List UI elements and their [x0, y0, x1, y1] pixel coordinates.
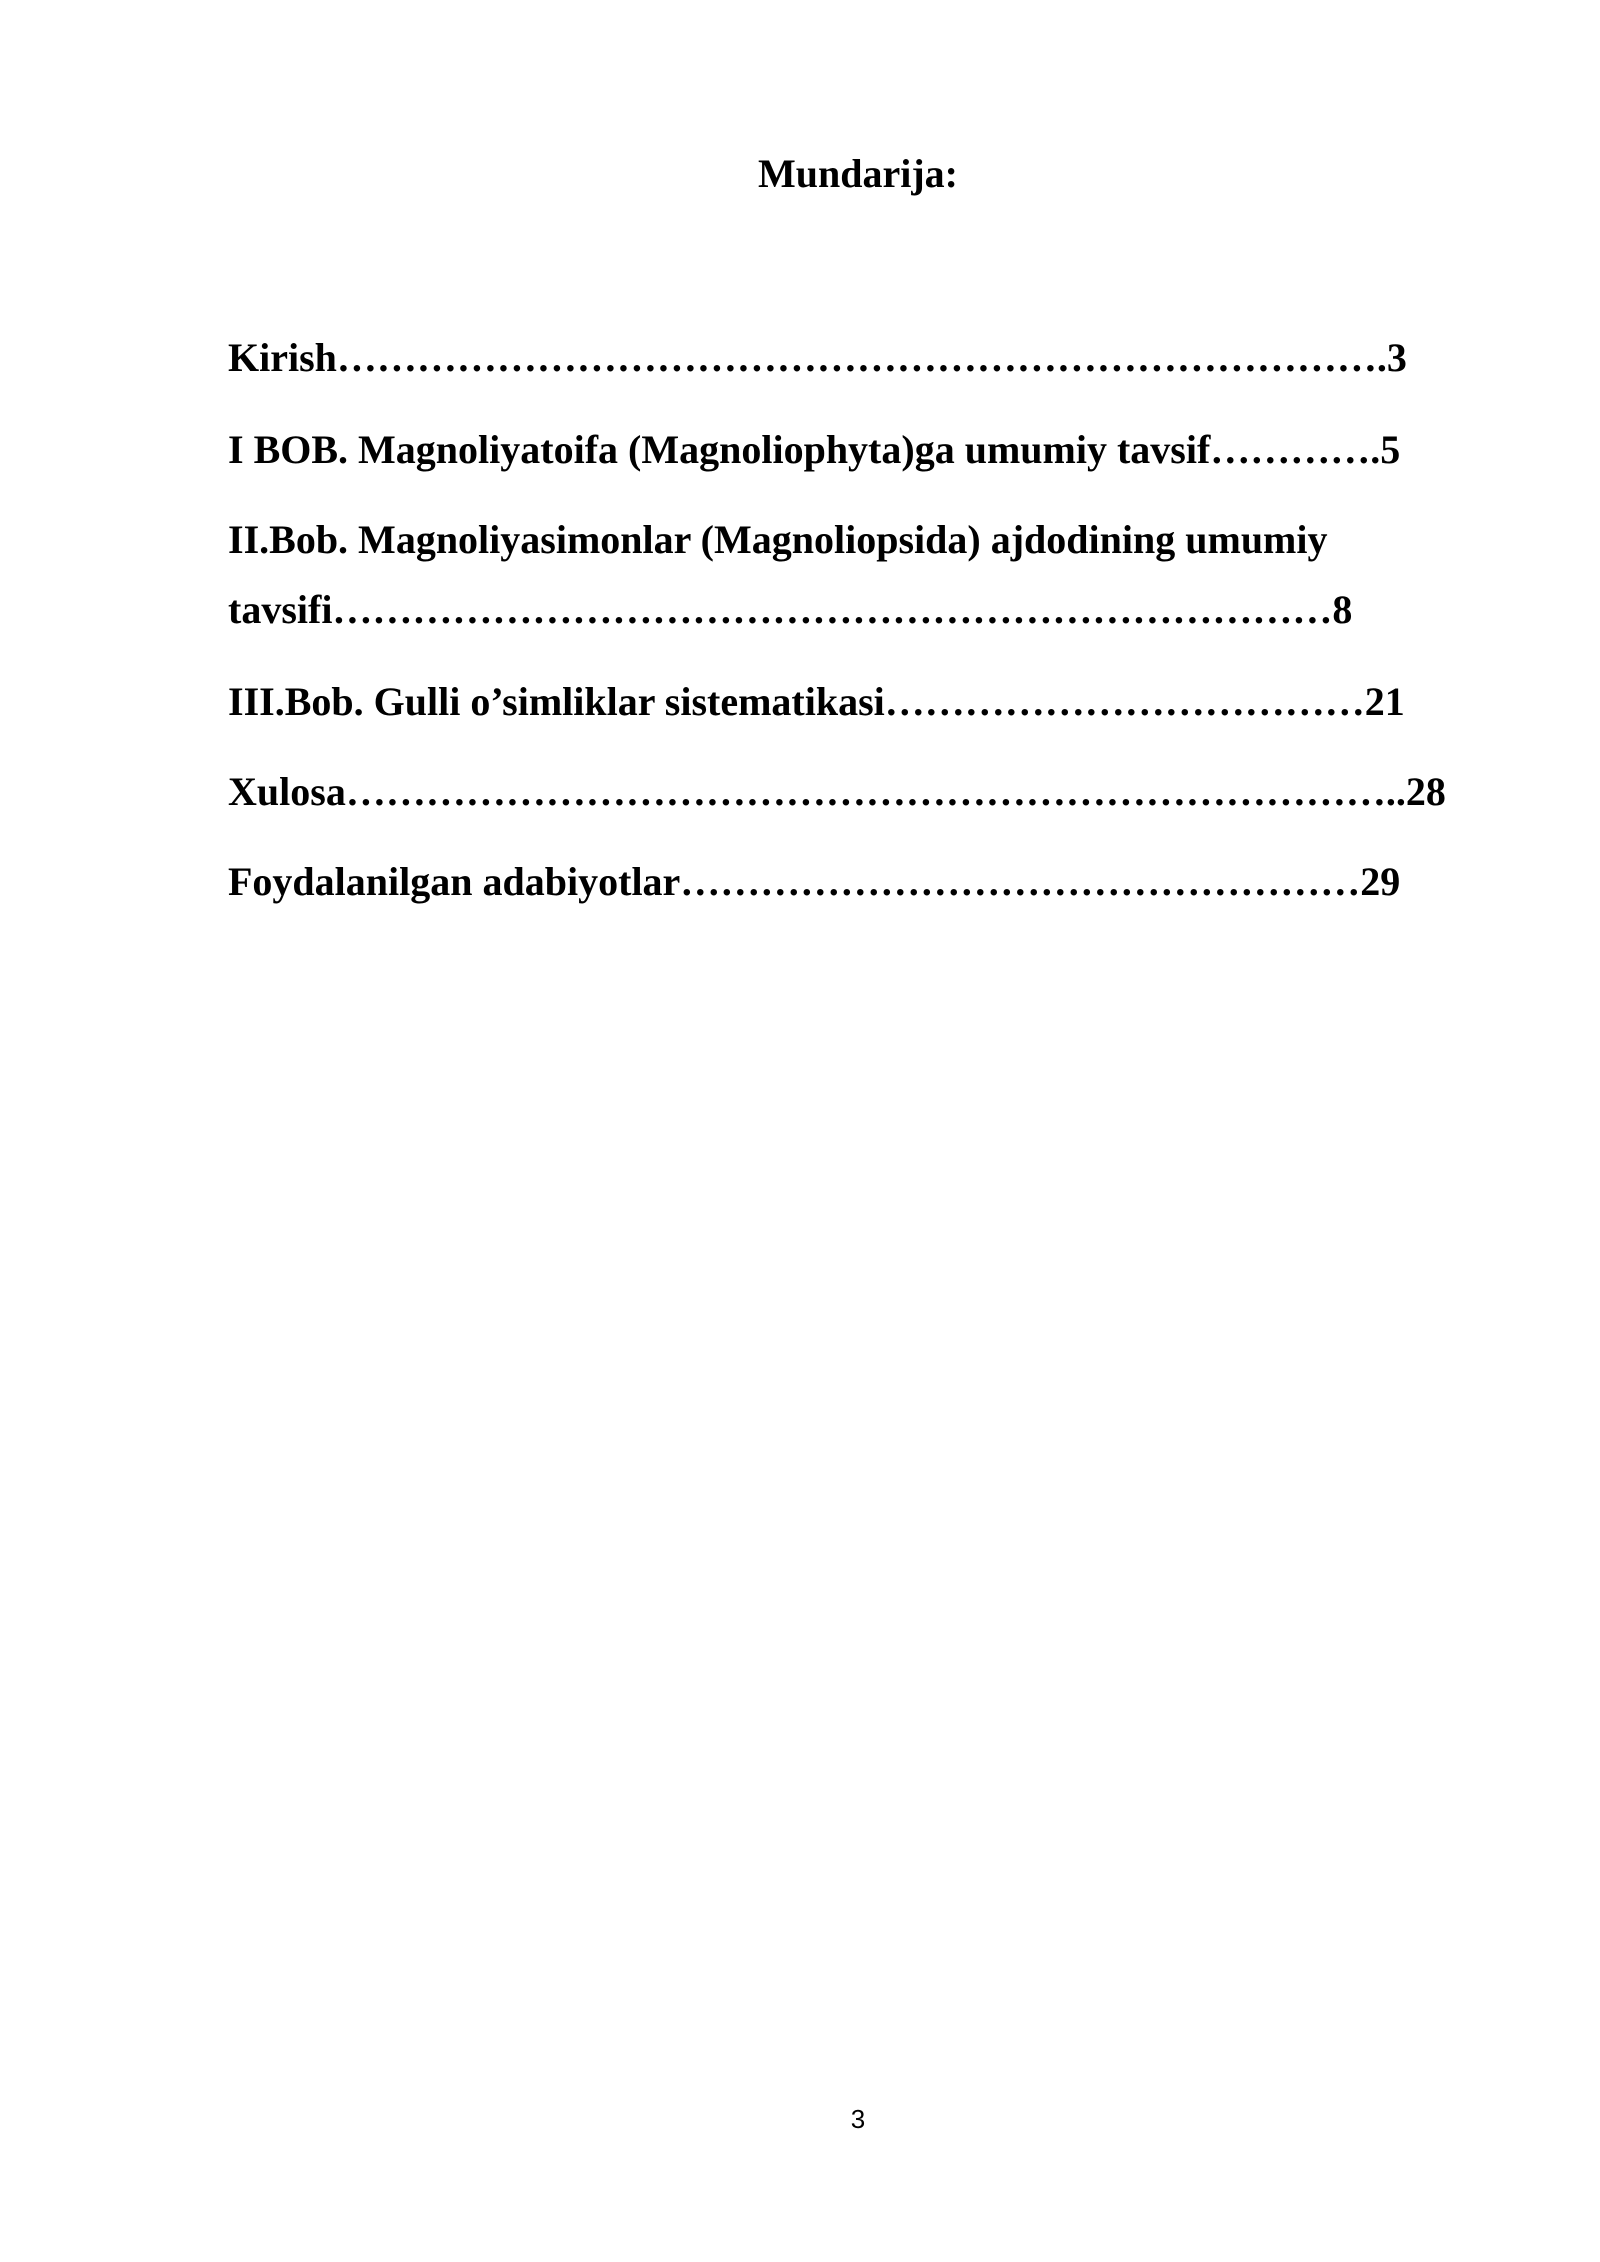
toc-entry-chapter-2-line-1: II.Bob. Magnoliyasimonlar (Magnoliopsida) ajdodining umumiy: [228, 517, 1328, 562]
toc-entry-xulosa: Xulosa……………………………………………………………………..28: [228, 769, 1446, 814]
page-title: Mundarija:: [758, 151, 958, 196]
toc-entry-chapter-2-line-2: tavsifi…………………………………………………………………8: [228, 587, 1353, 632]
toc-entry-chapter-3: III.Bob. Gulli o’simliklar sistematikasi………………………………21: [228, 679, 1405, 724]
toc-entry-kirish: Kirish…………………………………………………………………….3: [228, 335, 1407, 380]
page-number: 3: [850, 2104, 866, 2134]
toc-entry-chapter-1: I BOB. Magnoliyatoifa (Magnoliophyta)ga umumiy tavsif………….5: [228, 427, 1401, 472]
toc-entry-references: Foydalanilgan adabiyotlar……………………………………………29: [228, 859, 1401, 904]
